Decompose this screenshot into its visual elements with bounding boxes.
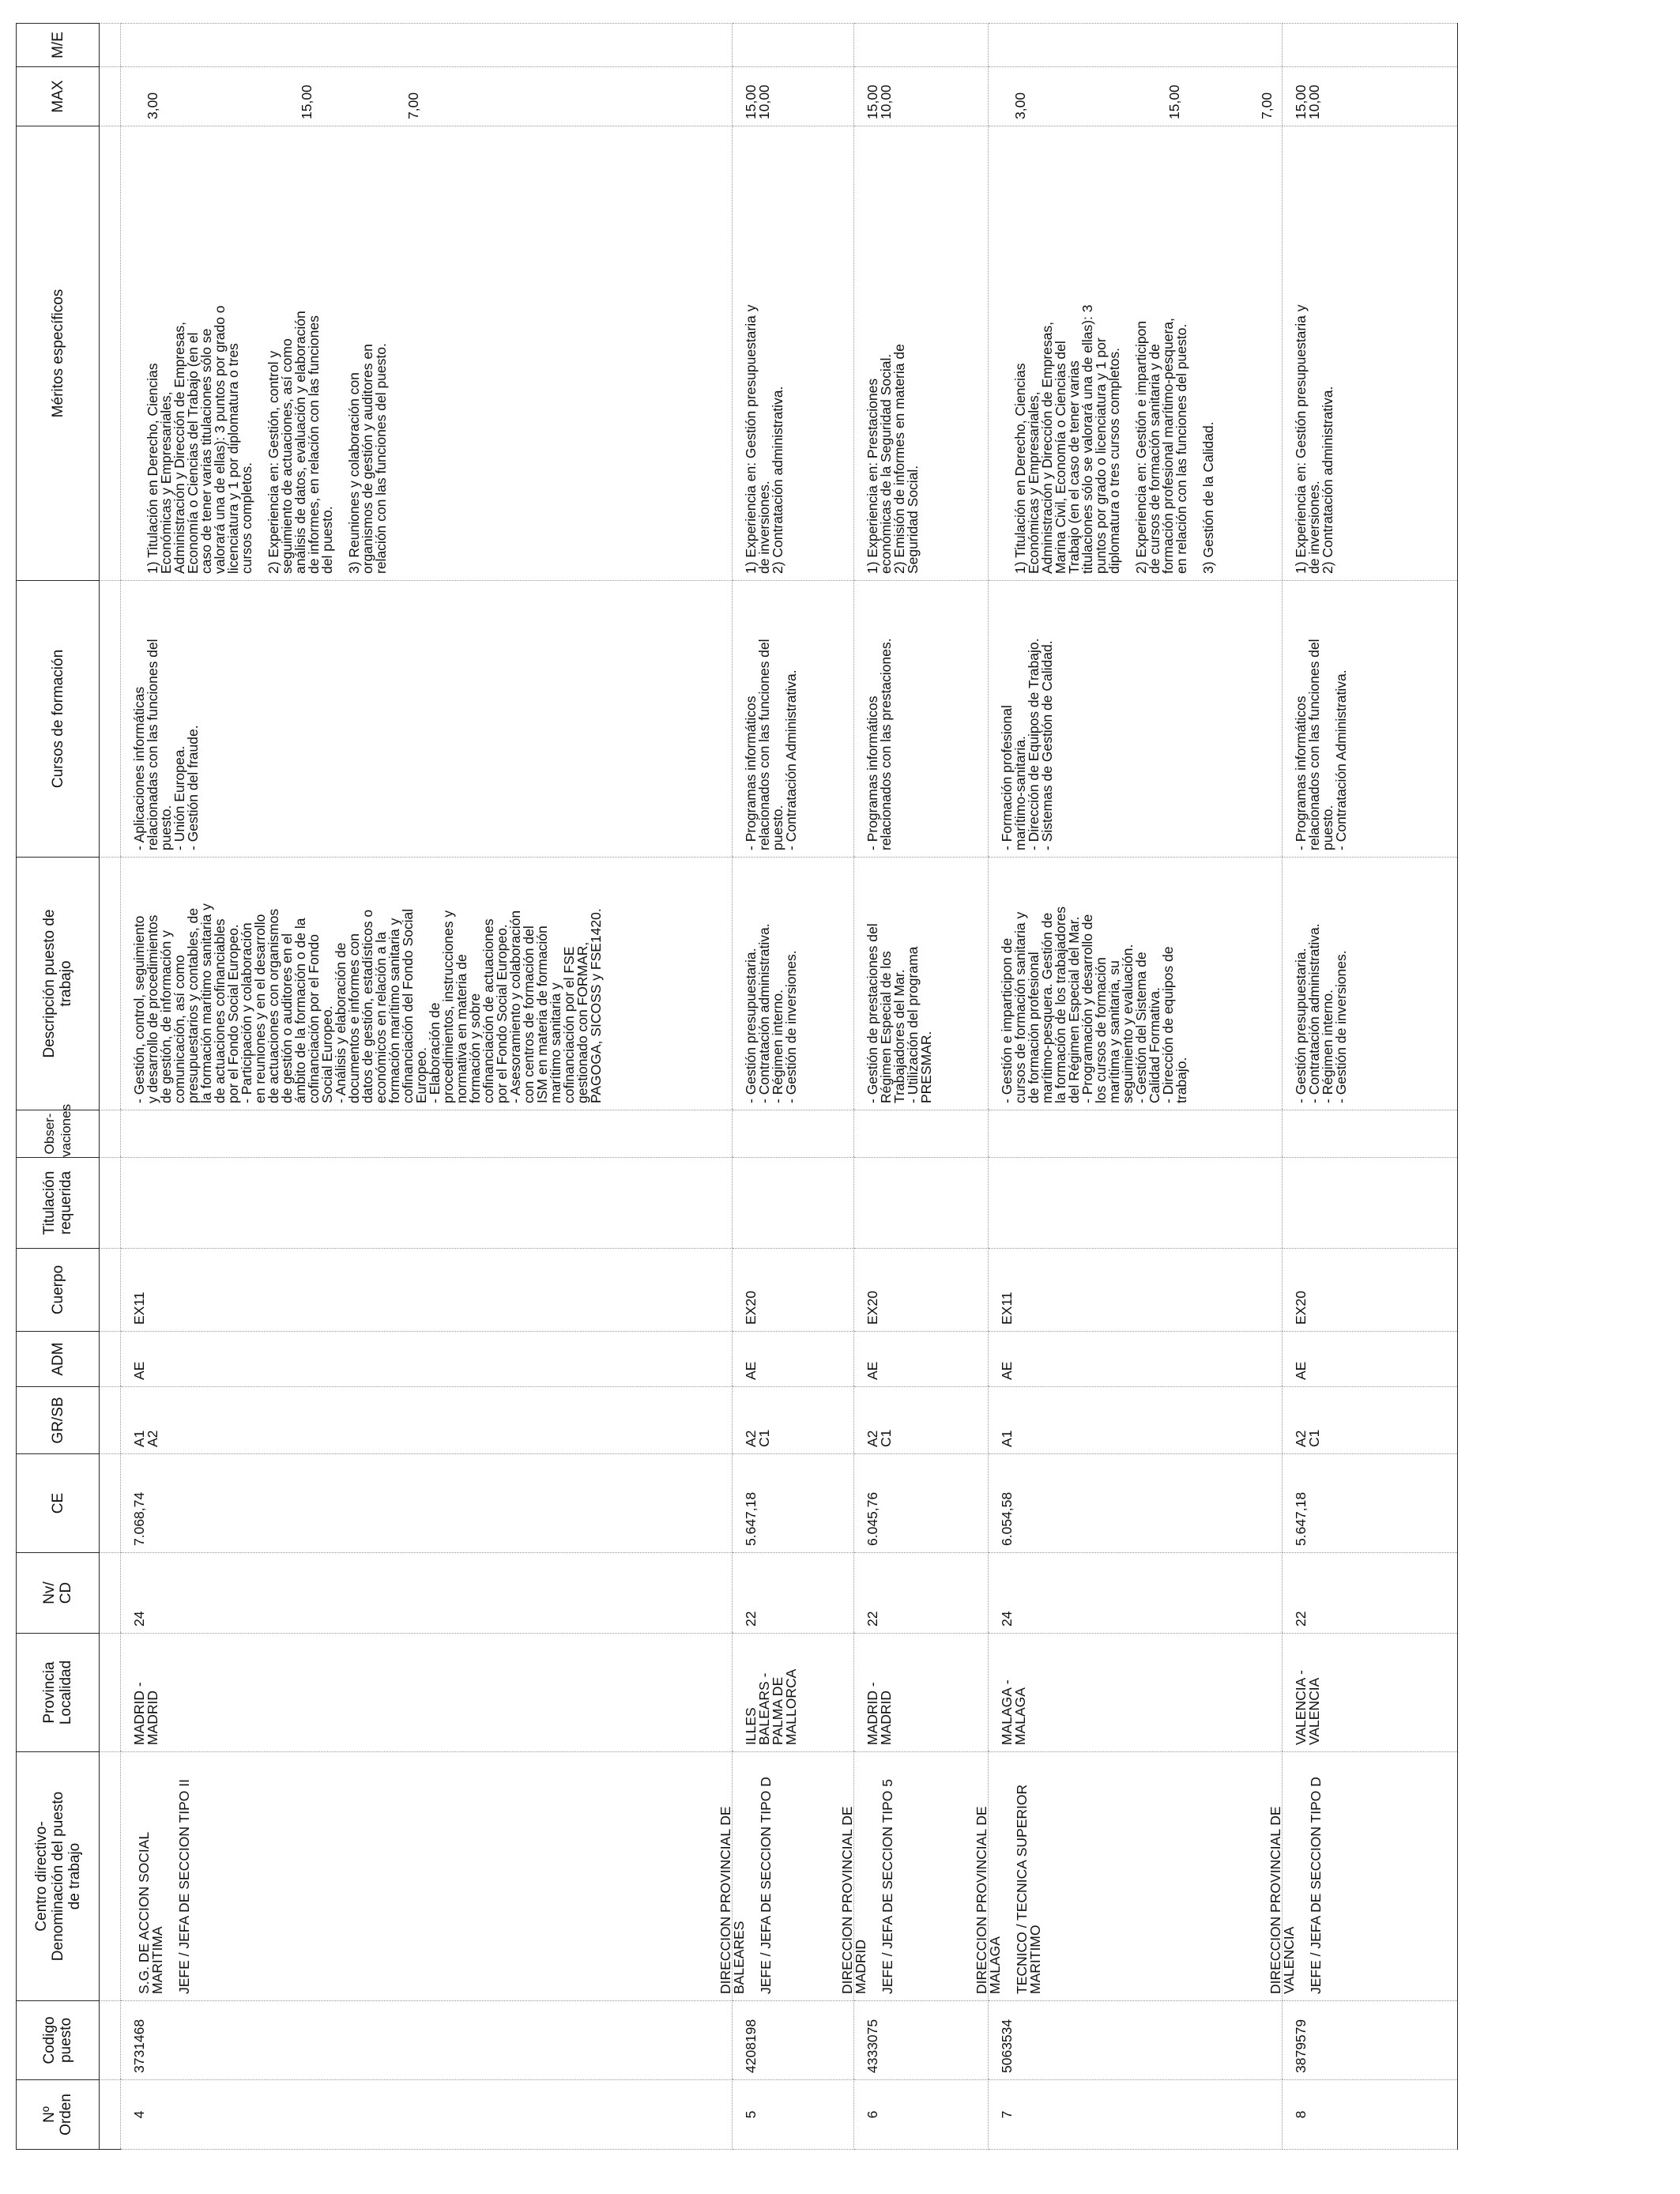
centro-directivo: DIRECCION PROVINCIAL DE MALAGA: [973, 1806, 1003, 1994]
cell-meritos: 1) Experiencia en: Gestión presupuestaria y de inversiones. 2) Contratación administrativa.: [1283, 126, 1458, 581]
cell-descripcion: - Gestión e imparticipon de cursos de formación sanitaria y de formación profesional marítimo-pesquera. Gestión de la formación de los trabajadores del Régimen Especial del Mar. - Programación y desarrollo de los cursos de formación marítima y sanitaria, su seguimiento y evaluación. - Gestión del Sistema de Calidad Formativa. - Dirección de equipos de trabajo.: [988, 858, 1283, 1110]
cell-ce: 7.068,74: [121, 1454, 733, 1553]
cell-titulacion: [988, 1158, 1283, 1249]
cell-orden: 8: [1283, 2080, 1458, 2150]
cell-meritos: [988, 126, 1283, 581]
cell-max: 15,00 10,00: [733, 67, 854, 126]
header-meritos: Méritos específicos: [17, 126, 100, 581]
cell-ce: 6.045,76: [853, 1454, 988, 1553]
cell-adm: AE: [988, 1332, 1283, 1387]
header-row: [17, 24, 100, 2150]
table-row: [121, 24, 733, 2150]
cell-codigo: 4208198: [733, 2001, 854, 2080]
centro-directivo: DIRECCION PROVINCIAL DE BALEARES: [718, 1806, 748, 1994]
header-cuerpo: Cuerpo: [17, 1249, 100, 1332]
cell-observaciones: [853, 1110, 988, 1158]
cell-adm: AE: [853, 1332, 988, 1387]
puesto-denominacion: TECNICO / TECNICA SUPERIOR MARITIMO: [1013, 1784, 1043, 1994]
cell-max: [121, 67, 733, 126]
puesto-denominacion: JEFE / JEFA DE SECCION TIPO II: [176, 1779, 193, 1994]
cell-nivel: 24: [988, 1553, 1283, 1634]
cell-orden: 6: [853, 2080, 988, 2150]
cell-cursos: - Programas informáticos relacionados con las funciones del puesto. - Contratación Administrativa.: [733, 581, 854, 858]
cell-cursos: - Programas informáticos relacionados con las prestaciones.: [853, 581, 988, 858]
cell-adm: AE: [121, 1332, 733, 1387]
cell-cuerpo: EX20: [1283, 1249, 1458, 1332]
cell-cursos: - Formación profesional marítimo-sanitaria. - Dirección de Equipos de Trabajo. - Sistemas de Gestión de Calidad.: [988, 581, 1283, 858]
merito-item: 1) Titulación en Derecho, Ciencias Económicas y Empresariales, Administración y Dirección de Empresas, Economía o Ciencias del Trabajo (en el caso de tener varias titulaciones sólo se valorará una de ellas): 3 puntos por grado o licenciatura y 1 por diplomatura o tres cursos completos.: [145, 305, 255, 574]
cell-me: [121, 24, 733, 67]
cell-observaciones: [1283, 1110, 1458, 1158]
header-cursos: Cursos de formación: [17, 581, 100, 858]
cell-cursos: - Aplicaciones informáticas relacionadas con las funciones del puesto. - Unión Europea. - Gestión del fraude.: [121, 581, 733, 858]
table-row: [988, 24, 1283, 2150]
cell-cuerpo: EX20: [853, 1249, 988, 1332]
cell-orden: 4: [121, 2080, 733, 2150]
cell-provincia: VALENCIA - VALENCIA: [1283, 1634, 1458, 1752]
cell-observaciones: [121, 1110, 733, 1158]
centro-directivo: S.G. DE ACCION SOCIAL MARITIMA: [136, 1831, 166, 1994]
header-descripcion: Descripción puesto de trabajo: [17, 858, 100, 1110]
merito-item: 1) Titulación en Derecho, Ciencias Económicas y Empresariales, Administración y Dirección de Empresas, Marina Civil, Economía o Ciencias del Trabajo (en el caso de tener varias titulaciones sólo se valorará una de ellas): 3 puntos por grado o licenciatura y 1 por diplomatura o tres cursos completos.: [1011, 304, 1122, 574]
cell-grupo: A2 C1: [733, 1387, 854, 1454]
puesto-denominacion: JEFE / JEFA DE SECCION TIPO D: [758, 1777, 774, 1994]
header-titulacion: Titulación requerida: [17, 1158, 100, 1249]
centro-directivo: DIRECCION PROVINCIAL DE MADRID: [838, 1806, 868, 1994]
max-value: 3,00: [145, 92, 161, 119]
cell-centro: [973, 1752, 1283, 2001]
header-observaciones: Obser- vaciones: [17, 1110, 100, 1158]
cell-me: [988, 24, 1283, 67]
cell-provincia: MALAGA - MALAGA: [988, 1634, 1283, 1752]
cell-nivel: 24: [121, 1553, 733, 1634]
positions-table: [16, 23, 1458, 2150]
cell-grupo: A1 A2: [121, 1387, 733, 1454]
cell-titulacion: [121, 1158, 733, 1249]
cell-me: [733, 24, 854, 67]
max-value: 7,00: [1258, 92, 1275, 119]
cell-grupo: A2 C1: [853, 1387, 988, 1454]
cell-ce: 6.054,58: [988, 1454, 1283, 1553]
cell-meritos: 1) Experiencia en: Gestión presupuestaria y de inversiones. 2) Contratación administrativa.: [733, 126, 854, 581]
max-value: 7,00: [405, 92, 422, 119]
merito-item: 2) Experiencia en: Gestión e imparticipon de cursos de formación sanitaria y de formación profesional marítimo-pesquera, en relación con las funciones del puesto.: [1132, 318, 1189, 574]
puesto-denominacion: JEFE / JEFA DE SECCION TIPO D: [1308, 1777, 1324, 1994]
cell-codigo: 5063534: [988, 2001, 1283, 2080]
header-nivel: Nv/ CD: [17, 1553, 100, 1634]
cell-ce: 5.647,18: [733, 1454, 854, 1553]
merito-item: 2) Experiencia en: Gestión, control y seguimiento de actuaciones, así como análisis de datos, evaluación y elaboración de informes, en relación con las funciones del puesto.: [266, 311, 336, 574]
cell-observaciones: [988, 1110, 1283, 1158]
cell-observaciones: [733, 1110, 854, 1158]
cell-meritos: 1) Experiencia en: Prestaciones económicas de la Seguridad Social. 2) Emisión de informes en materia de Seguridad Social.: [853, 126, 988, 581]
header-centro: Centro directivo- Denominación del puesto de trabajo: [17, 1752, 100, 2001]
cell-codigo: 4333075: [853, 2001, 988, 2080]
max-value: 15,00: [299, 85, 315, 119]
cell-adm: AE: [733, 1332, 854, 1387]
cell-grupo: A2 C1: [1283, 1387, 1458, 1454]
max-value: 15,00: [1166, 85, 1182, 119]
cell-provincia: ILLES BALEARS - PALMA DE MALLORCA: [733, 1634, 854, 1752]
cell-max: 15,00 10,00: [1283, 67, 1458, 126]
cell-nivel: 22: [853, 1553, 988, 1634]
centro-directivo: DIRECCION PROVINCIAL DE VALENCIA: [1268, 1806, 1298, 1994]
puesto-denominacion: JEFE / JEFA DE SECCION TIPO 5: [879, 1779, 895, 1994]
cell-titulacion: [853, 1158, 988, 1249]
header-orden: Nº Orden: [17, 2080, 100, 2150]
cell-codigo: 3731468: [121, 2001, 733, 2080]
cell-titulacion: [733, 1158, 854, 1249]
header-provincia: Provincia Localidad: [17, 1634, 100, 1752]
cell-ce: 5.647,18: [1283, 1454, 1458, 1553]
cell-descripcion: - Gestión de prestaciones del Régimen Especial de los Trabajadores del Mar. - Utilización del programa PRESMAR.: [853, 858, 988, 1110]
cell-cuerpo: EX20: [733, 1249, 854, 1332]
cell-codigo: 3879579: [1283, 2001, 1458, 2080]
header-me: M/E: [17, 24, 100, 67]
cell-me: [1283, 24, 1458, 67]
cell-me: [853, 24, 988, 67]
header-ce: CE: [17, 1454, 100, 1553]
cell-orden: 5: [733, 2080, 854, 2150]
cell-descripcion: - Gestión presupuestaria. - Contratación administrativa. - Régimen interno. - Gestión de inversiones.: [733, 858, 854, 1110]
cell-descripcion: - Gestión, control, seguimiento y desarrollo de procedimientos de gestión, de información y comunicación, así como presupuestarios y contables, de la formación marítimo sanitaria y de actuaciones cofinanciables por el Fondo Social Europeo. - Participación y colaboración en reuniones y en el desarrollo de actuaciones con organismos de gestión o auditores en el ámbito de la formación o de la cofinanciación por el Fondo Social Europeo. - Análisis y elaboración de documentos e informes con datos de gestión, estadísticos o económicos en relación a la formación marítimo sanitaria y cofinanciación del Fondo Social Europeo. - Elaboración de procedimientos, instrucciones y normativa en materia de formación y sobre cofinanciación de actuaciones por el Fondo Social Europeo. - Asesoramiento y colaboración con centros de formación del ISM en materia de formación marítimo sanitaria y cofinanciación por el FSE gestionado con FORMAR, PAGOGA, SICOSS y FSE1420.: [121, 858, 733, 1110]
cell-cursos: - Programas informáticos relacionados con las funciones del puesto. - Contratación Administrativa.: [1283, 581, 1458, 858]
table-row: [1283, 24, 1458, 2150]
cell-centro: [121, 1752, 733, 2001]
cell-nivel: 22: [1283, 1553, 1458, 1634]
cell-max: [988, 67, 1283, 126]
header-adm: ADM: [17, 1332, 100, 1387]
merito-item: 3) Gestión de la Calidad.: [1200, 421, 1216, 574]
blank-band-row: [100, 24, 121, 2150]
cell-orden: 7: [988, 2080, 1283, 2150]
cell-nivel: 22: [733, 1553, 854, 1634]
cell-provincia: MADRID - MADRID: [121, 1634, 733, 1752]
cell-provincia: MADRID - MADRID: [853, 1634, 988, 1752]
cell-adm: AE: [1283, 1332, 1458, 1387]
cell-meritos: [121, 126, 733, 581]
cell-grupo: A1: [988, 1387, 1283, 1454]
max-value: 3,00: [1011, 92, 1028, 119]
header-grupo: GR/SB: [17, 1387, 100, 1454]
cell-titulacion: [1283, 1158, 1458, 1249]
cell-cuerpo: EX11: [988, 1249, 1283, 1332]
cell-cuerpo: EX11: [121, 1249, 733, 1332]
merito-item: 3) Reuniones y colaboración con organismos de gestión y auditores en relación con las funciones del puesto.: [346, 343, 390, 574]
header-codigo: Codigo puesto: [17, 2001, 100, 2080]
cell-descripcion: - Gestión presupuestaria. - Contratación administrativa. - Régimen interno. - Gestión de inversiones.: [1283, 858, 1458, 1110]
cell-max: 15,00 10,00: [853, 67, 988, 126]
header-max: MAX: [17, 67, 100, 126]
cell-centro: [1268, 1752, 1458, 2001]
